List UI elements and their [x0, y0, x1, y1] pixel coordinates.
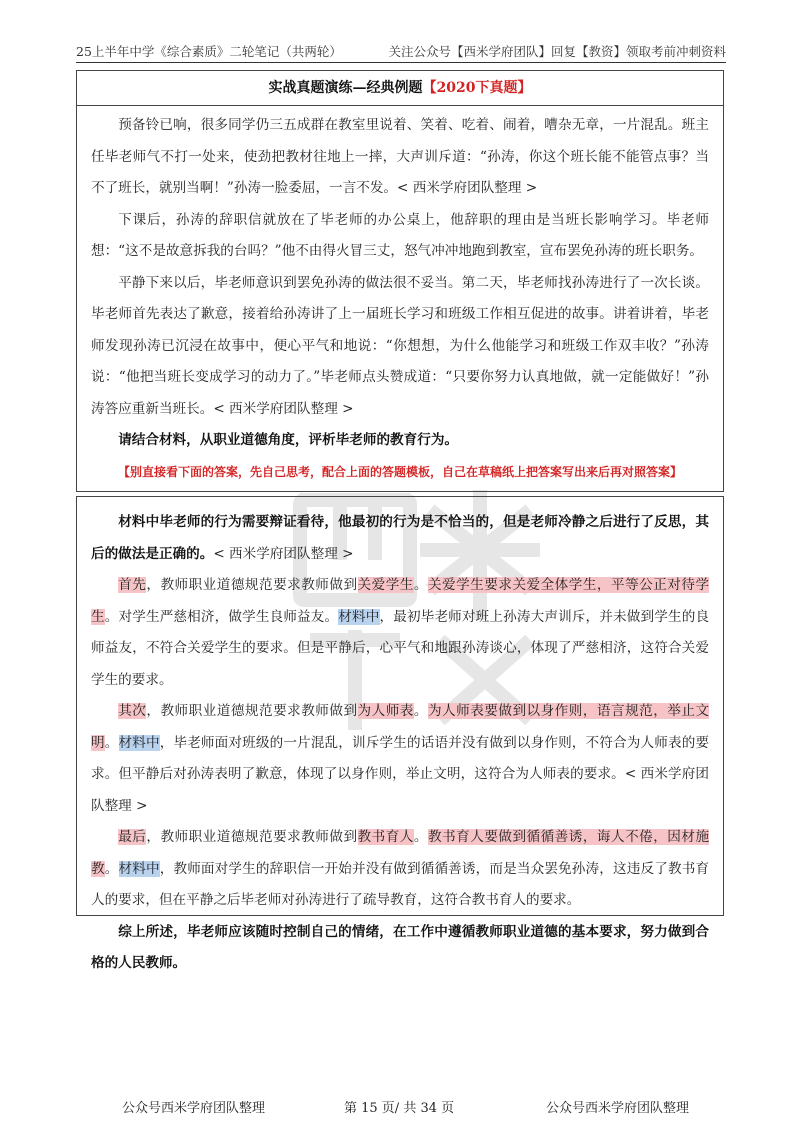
point-1-material-marker: 材料中 — [338, 608, 380, 625]
point-3-material-marker: 材料中 — [118, 860, 160, 877]
point-3-marker: 最后 — [118, 829, 147, 845]
header-right-text: 关注公众号【西米学府团队】回复【教资】领取考前冲刺资料 — [388, 44, 726, 59]
point-2-analysis: ，毕老师面对班级的一片混乱，训斥学生的话语并没有做到以身作则，不符合为人师表的要求。但平静后对孙涛表明了歉意，体现了以身作则，举止文明，这符合为人师表的要求。< 西米学府团队整理 > — [91, 734, 710, 814]
point-1-analysis: ，最初毕老师对班上孙涛大声训斥，并未做到学生的良师益友，不符合关爱学生的要求。但是平静后，心平气和地跟孙涛谈心，体现了严慈相济，这符合关爱学生的要求。 — [91, 608, 710, 688]
page-footer — [0, 1097, 800, 1117]
page-header — [76, 40, 726, 63]
point-2-text-c: 。 — [104, 734, 119, 751]
point-1-text-b: 。 — [413, 577, 428, 593]
point-3-keyword: 教书育人 — [357, 829, 414, 845]
point-2-requirement: 为人师表要做到以身作则，语言规范，举止文明 — [91, 703, 710, 751]
answer-box — [76, 496, 724, 971]
point-3-text-b: 。 — [413, 829, 428, 845]
point-2-text-a: ，教师职业道德规范要求教师做到 — [146, 703, 358, 719]
point-3-requirement: 教书育人要做到循循善诱，诲人不倦，因材施教 — [91, 829, 710, 877]
answer-intro-tail: < 西米学府团队整理 > — [213, 545, 354, 562]
footer-left-text: 公众号西米学府团队整理 — [122, 1101, 266, 1116]
point-1-text-a: ，教师职业道德规范要求教师做到 — [146, 577, 358, 593]
answer-point-1 — [91, 570, 709, 696]
point-2-material-marker: 材料中 — [118, 734, 160, 751]
point-1-text-c: 。对学生严慈相济，做学生良师益友。 — [104, 608, 339, 625]
question-paragraph-1: 预备铃已响，很多同学仍三五成群在教室里说着、笑着、吃着、闹着，嘈杂无章，一片混乱。班主任毕老师气不打一处来，使劲把教材往地上一摔，大声训斥道：“孙涛，你这个班长能不能管点事？当不了班长，就别当啊！”孙涛一脸委屈，一言不发。< 西米学府团队整理 > — [91, 117, 709, 196]
point-3-analysis: ，教师面对学生的辞职信一开始并没有做到循循善诱，而是当众罢免孙涛，这违反了教书育人的要求，但在平静之后毕老师对孙涛进行了疏导教育，这符合教书育人的要求。 — [91, 860, 710, 908]
question-content — [77, 106, 723, 485]
answer-point-2 — [91, 696, 709, 822]
point-1-marker: 首先 — [118, 577, 147, 593]
question-prompt: 请结合材料，从职业道德角度，评析毕老师的教育行为。 — [118, 432, 459, 448]
question-paragraph-3: 平静下来以后，毕老师意识到罢免孙涛的做法很不妥当。第二天，毕老师找孙涛进行了一次长谈。毕老师首先表达了歉意，接着给孙涛讲了上一届班长学习和班级工作相互促进的故事。讲着讲着，毕老师发现孙涛已沉浸在故事中，便心平气和地说：“你想想，为什么他能学习和班级工作双丰收？”孙涛说：“他把当班长变成学习的动力了。”毕老师点头赞成道：“只要你努力认真地做，就一定能做好！”孙涛答应重新当班长。< 西米学府团队整理 > — [91, 274, 709, 417]
question-notice: 【别直接看下面的答案，先自己思考，配合上面的答题模板，自己在草稿纸上把答案写出来后再对照答案】 — [117, 464, 682, 479]
header-left-text: 25上半年中学《综合素质》二轮笔记（共两轮） — [76, 44, 342, 59]
question-tag: 【2020下真题】 — [422, 80, 532, 96]
question-box — [76, 70, 724, 492]
answer-conclusion: 综上所述，毕老师应该随时控制自己的情绪，在工作中遵循教师职业道德的基本要求，努力做到合格的人民教师。 — [91, 923, 709, 971]
footer-right-text: 公众号西米学府团队整理 — [546, 1101, 690, 1116]
point-1-requirement: 关爱学生要求关爱全体学生，平等公正对待学生 — [91, 577, 710, 625]
answer-intro — [91, 507, 709, 570]
point-3-text-c: 。 — [104, 860, 119, 877]
point-2-marker: 其次 — [118, 703, 147, 719]
question-title-row — [77, 71, 723, 106]
answer-intro-text: 材料中毕老师的行为需要辩证看待，他最初的行为是不恰当的，但是老师冷静之后进行了反思，其后的做法是正确的。 — [91, 514, 709, 562]
question-paragraph-2: 下课后，孙涛的辞职信就放在了毕老师的办公桌上，他辞职的理由是当班长影响学习。毕老师想：“这不是故意拆我的台吗？”他不由得火冒三丈，怒气冲冲地跑到教室，宣布罢免孙涛的班长职务。 — [91, 211, 709, 259]
point-2-keyword: 为人师表 — [357, 703, 414, 719]
answer-content — [77, 497, 723, 980]
point-2-text-b: 。 — [413, 703, 428, 719]
page-number: 第 15 页/ 共 34 页 — [344, 1101, 455, 1116]
question-title: 实战真题演练—经典例题 — [268, 80, 423, 96]
point-1-keyword: 关爱学生 — [357, 577, 414, 593]
answer-point-3 — [91, 822, 709, 917]
point-3-text-a: ，教师职业道德规范要求教师做到 — [146, 829, 358, 845]
